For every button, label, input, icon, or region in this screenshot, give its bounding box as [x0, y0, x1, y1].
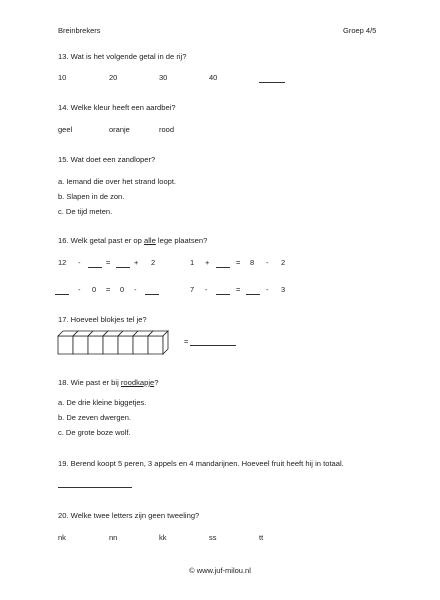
question-19-title: 19. Berend koopt 5 peren, 3 appels en 4 mandarijnen. Hoeveel fruit heeft hij in totaal.: [58, 459, 344, 468]
q18-option[interactable]: a. De drie kleine biggetjes.: [58, 398, 147, 407]
q16-blank[interactable]: [145, 294, 159, 295]
header-left: Breinbrekers: [58, 26, 101, 35]
q16-operator: +: [205, 258, 210, 267]
q20-option[interactable]: nk: [58, 533, 66, 542]
q16-number: 1: [190, 258, 195, 267]
block: [103, 336, 118, 354]
q16-operator: =: [106, 285, 111, 294]
q16-number: 12: [58, 258, 67, 267]
block: [58, 336, 73, 354]
q15-option[interactable]: b. Slapen in de zon.: [58, 192, 125, 201]
q16-operator: =: [236, 258, 241, 267]
q16-operator: -: [78, 258, 81, 267]
q16-number: 7: [190, 285, 195, 294]
q16-blank[interactable]: [216, 267, 230, 268]
q16-operator: -: [78, 285, 81, 294]
q16-operator: -: [205, 285, 208, 294]
block: [73, 336, 88, 354]
q17-equals: =: [184, 337, 189, 346]
q16-operator: -: [134, 285, 137, 294]
underlined-word: roodkapje: [120, 378, 155, 387]
q16-number: 0: [120, 285, 125, 294]
q13-item: 30: [159, 73, 168, 82]
block: [133, 336, 148, 354]
underlined-word: alle: [143, 236, 156, 245]
question-17-title: 17. Hoeveel blokjes tel je?: [58, 315, 147, 324]
q16-number: 8: [250, 258, 255, 267]
q16-blank[interactable]: [246, 294, 260, 295]
q20-option[interactable]: nn: [109, 533, 118, 542]
q16-number: 0: [92, 285, 97, 294]
question-18-title: 18. Wie past er bij roodkapje?: [58, 378, 159, 387]
q14-option[interactable]: rood: [159, 125, 175, 134]
q20-option[interactable]: kk: [159, 533, 167, 542]
blocks-illustration: [56, 328, 176, 360]
q16-number: 2: [151, 258, 156, 267]
q17-answer-blank[interactable]: [190, 345, 236, 346]
q13-item: 40: [209, 73, 218, 82]
q14-option[interactable]: oranje: [109, 125, 130, 134]
q18-option[interactable]: b. De zeven dwergen.: [58, 413, 131, 422]
q16-operator: -: [266, 285, 269, 294]
q16-number: 2: [281, 258, 286, 267]
block: [88, 336, 103, 354]
q14-option[interactable]: geel: [58, 125, 73, 134]
q16-blank[interactable]: [55, 294, 69, 295]
question-13-title: 13. Wat is het volgende getal in de rij?: [58, 52, 187, 61]
footer-credit: © www.juf-milou.nl: [189, 566, 251, 575]
q16-number: 3: [281, 285, 286, 294]
question-20-title: 20. Welke twee letters zijn geen tweeling?: [58, 511, 200, 520]
question-15-title: 15. Wat doet een zandloper?: [58, 155, 156, 164]
q15-option[interactable]: a. Iemand die over het strand loopt.: [58, 177, 176, 186]
question-16-title: 16. Welk getal past er op alle lege plaatsen?: [58, 236, 208, 245]
q18-option[interactable]: c. De grote boze wolf.: [58, 428, 131, 437]
question-14-title: 14. Welke kleur heeft een aardbei?: [58, 103, 176, 112]
q13-item: 10: [58, 73, 67, 82]
q16-blank[interactable]: [88, 267, 102, 268]
block: [148, 336, 163, 354]
q15-option[interactable]: c. De tijd meten.: [58, 207, 113, 216]
q16-blank[interactable]: [216, 294, 230, 295]
q13-item: 20: [109, 73, 118, 82]
q16-blank[interactable]: [116, 267, 130, 268]
header-right: Groep 4/5: [343, 26, 377, 35]
q20-option[interactable]: ss: [209, 533, 217, 542]
q16-operator: -: [266, 258, 269, 267]
q16-operator: +: [134, 258, 139, 267]
block: [118, 336, 133, 354]
q19-answer-blank[interactable]: [58, 487, 132, 488]
q16-operator: =: [236, 285, 241, 294]
q16-operator: =: [106, 258, 111, 267]
q13-answer-blank[interactable]: [259, 82, 285, 83]
q20-option[interactable]: tt: [259, 533, 264, 542]
